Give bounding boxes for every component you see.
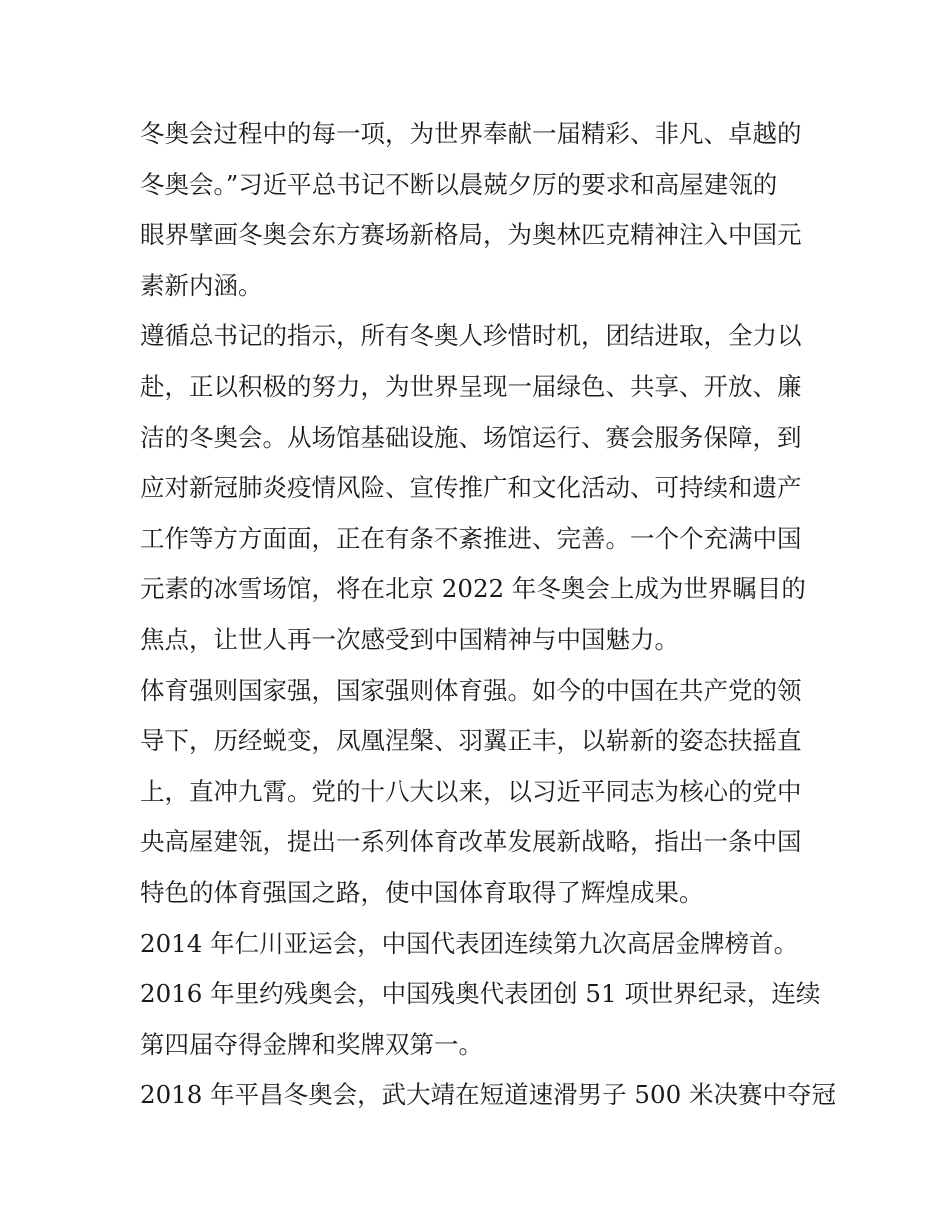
body-text <box>140 109 836 1121</box>
text-line: 导下，历经蜕变，凤凰涅槃、羽翼正丰，以崭新的姿态扶摇直 <box>140 726 802 756</box>
text-line: 体育强则国家强，国家强则体育强。如今的中国在共产党的领 <box>140 675 802 705</box>
text-line: 素新内涵。 <box>140 270 263 300</box>
text-line: 2016 年里约残奥会，中国残奥代表团创 51 项世界纪录，连续 <box>140 979 821 1009</box>
text-line: 应对新冠肺炎疫情风险、宣传推广和文化活动、可持续和遗产 <box>140 473 802 503</box>
text-line: 赴，正以积极的努力，为世界呈现一届绿色、共享、开放、廉 <box>140 371 802 401</box>
text-line: 冬奥会。”习近平总书记不断以晨兢夕厉的要求和高屋建瓴的 <box>140 169 778 199</box>
text-line: 特色的体育强国之路，使中国体育取得了辉煌成果。 <box>140 877 704 907</box>
text-line: 洁的冬奥会。从场馆基础设施、场馆运行、赛会服务保障，到 <box>140 422 802 452</box>
text-line: 第四届夺得金牌和奖牌双第一。 <box>140 1029 483 1059</box>
text-line: 焦点，让世人再一次感受到中国精神与中国魅力。 <box>140 624 679 654</box>
text-line: 2018 年平昌冬奥会，武大靖在短道速滑男子 500 米决赛中夺冠 <box>140 1080 836 1110</box>
text-line: 工作等方方面面，正在有条不紊推进、完善。一个个充满中国 <box>140 523 802 553</box>
text-line: 冬奥会过程中的每一项，为世界奉献一届精彩、非凡、卓越的 <box>140 119 802 148</box>
text-line: 元素的冰雪场馆，将在北京 2022 年冬奥会上成为世界瞩目的 <box>140 574 806 604</box>
text-line: 遵循总书记的指示，所有冬奥人珍惜时机，团结进取，全力以 <box>140 321 802 351</box>
text-line: 眼界擘画冬奥会东方赛场新格局，为奥林匹克精神注入中国元 <box>140 220 802 250</box>
text-line: 2014 年仁川亚运会，中国代表团连续第九次高居金牌榜首。 <box>140 928 799 958</box>
text-line: 上，直冲九霄。党的十八大以来，以习近平同志为核心的党中 <box>140 776 802 806</box>
text-line: 央高屋建瓴，提出一系列体育改革发展新战略，指出一条中国 <box>140 827 802 857</box>
